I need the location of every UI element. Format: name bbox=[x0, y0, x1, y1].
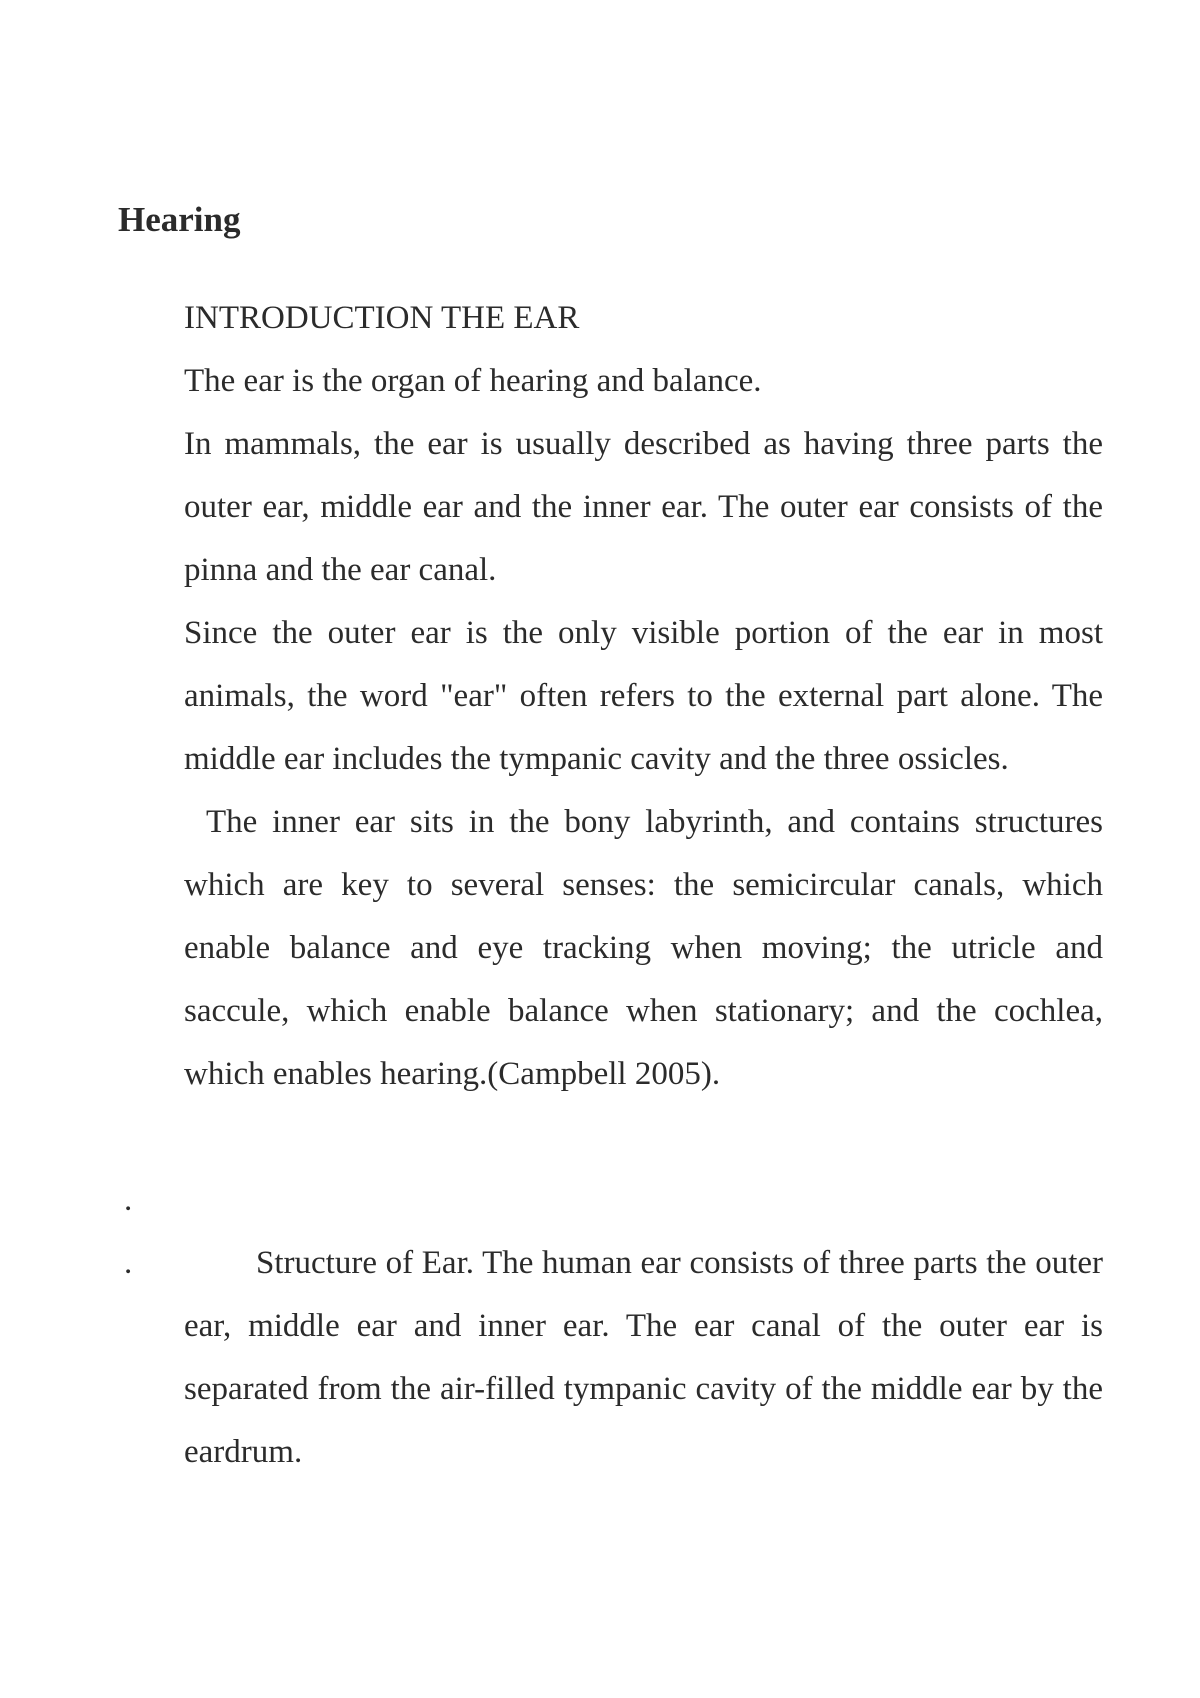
document-body bbox=[184, 287, 1103, 1106]
paragraph-outer-middle-ear: Since the outer ear is the only visible portion of the ear in most animals, the word "ear" often refers to the external part alone. The middle ear includes the tympanic cavity and the three ossicles. bbox=[184, 615, 1103, 777]
paragraph-ear-parts: In mammals, the ear is usually described as having three parts the outer ear, middle ear and the inner ear. The outer ear consists of the pinna and the ear canal. bbox=[184, 426, 1103, 588]
paragraph-structure-of-ear: Structure of Ear. The human ear consists of three parts the outer ear, middle ear and inner ear. The ear canal of the outer ear is separated from the air-filled tympanic cavity of the middle ear by the eardrum. bbox=[184, 1245, 1103, 1470]
list-marker: . bbox=[124, 1182, 133, 1218]
document-title: Hearing bbox=[118, 200, 241, 239]
section-heading: INTRODUCTION THE EAR bbox=[184, 300, 580, 336]
list-marker: . bbox=[124, 1245, 133, 1281]
paragraph-ear-definition: The ear is the organ of hearing and balance. bbox=[184, 363, 762, 399]
paragraph-inner-ear: The inner ear sits in the bony labyrinth, and contains structures which are key to several senses: the semicircular canals, which enable balance and eye tracking when moving; the utricle and saccule, which enable balance when stationary; and the cochlea, which enables hearing.(Campbell 2005). bbox=[184, 804, 1103, 1092]
